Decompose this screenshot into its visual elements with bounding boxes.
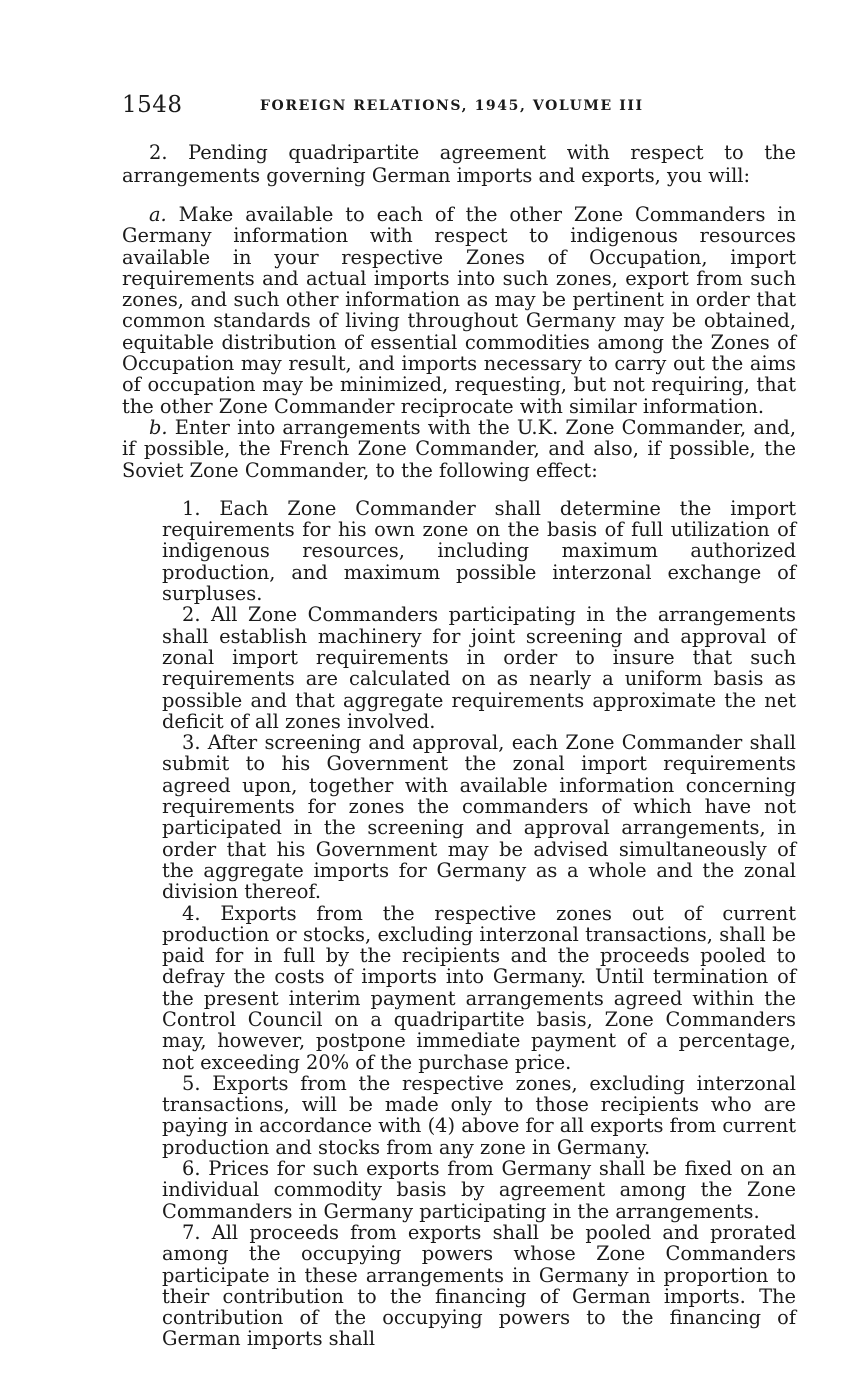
paragraph-a-label: a.	[149, 203, 167, 226]
list-item-4: 4. Exports from the respective zones out of current production or stocks, excluding interzonal transactions, shall be paid for in full by the recipients and the proceeds pooled to defray the costs of imports into Germany. Until termination of the present interim payment arrangements agreed within the Control Council on a quadripartite basis, Zone Commanders may, however, postpone immediate payment of a percentage, not exceeding 20% of the purchase price.	[162, 901, 796, 1074]
document-body	[122, 142, 796, 1350]
intro-paragraph: 2. Pending quadripartite agreement with respect to the arrangements governing German imports and exports, you will:	[122, 141, 796, 187]
numbered-list	[122, 498, 796, 1350]
list-item-2: 2. All Zone Commanders participating in the arrangements shall establish machinery for joint screening and approval of zonal import requirements in order to insure that such requirements are calculated on as nearly a uniform basis as possible and that aggregate requirements approximate the net deficit of all zones involved.	[162, 603, 796, 733]
list-item-1: 1. Each Zone Commander shall determine the import requirements for his own zone on the basis of full utilization of indigenous resources, including maximum authorized production, and maximum possible interzonal exchange of surpluses.	[162, 496, 796, 606]
page-number: 1548	[122, 92, 183, 118]
running-title: FOREIGN RELATIONS, 1945, VOLUME III	[260, 98, 644, 114]
list-item-5: 5. Exports from the respective zones, excluding interzonal transactions, will be made only to those recipients who are paying in accordance with (4) above for all exports from current production and stocks from any zone in Germany.	[162, 1071, 796, 1159]
paragraph-b-text: Enter into arrangements with the U.K. Zone Commander, and, if possible, the French Zone Commander, and also, if possible, the Soviet Zone Commander, to the following effect:	[122, 415, 796, 482]
list-item-7: 7. All proceeds from exports shall be pooled and prorated among the occupying powers whose Zone Commanders participate in these arrangements in Germany in proportion to their contribution to the financing of German imports. The contribution of the occupying powers to the financing of German imports shall	[162, 1220, 796, 1351]
paragraph-a-text: Make available to each of the other Zone Commanders in Germany information with respect to indigenous resources available in your respective Zones of Occupation, import requirements and actual imports into such zones, export from such zones, and such other information as may be pertinent in order that common standards of living throughout Germany may be obtained, equitable distribution of essential commodities among the Zones of Occupation may result, and imports necessary to carry out the aims of occupation may be minimized, requesting, but not requiring, that the other Zone Commander reciprocate with similar information.	[122, 203, 796, 418]
list-item-6: 6. Prices for such exports from Germany shall be fixed on an individual commodity basis by agreement among the Zone Commanders in Germany participating in the arrangements.	[162, 1157, 796, 1223]
paragraph-a	[122, 204, 796, 417]
list-item-3: 3. After screening and approval, each Zone Commander shall submit to his Government the zonal import requirements agreed upon, together with available information concerning requirements for zones the commanders of which have not participated in the screening and approval arrangements, in order that his Government may be advised simultaneously of the aggregate imports for Germany as a whole and the zonal division thereof.	[162, 731, 796, 904]
page-header	[122, 92, 796, 122]
paragraph-b-label: b.	[149, 415, 168, 439]
paragraph-b	[122, 417, 796, 481]
